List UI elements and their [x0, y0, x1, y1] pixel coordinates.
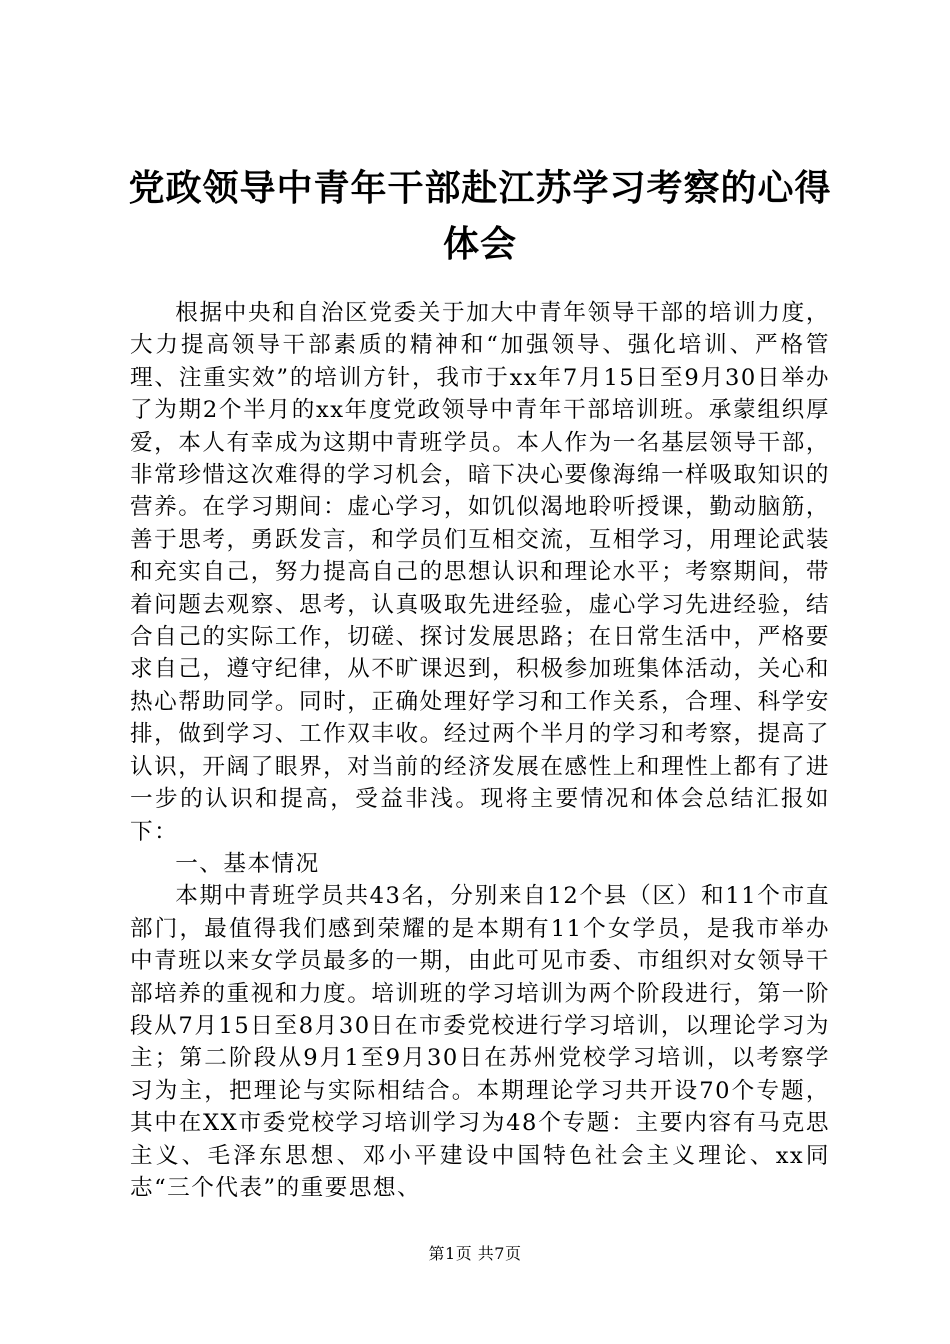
- document-title: 党政领导中青年干部赴江苏学习考察的心得体会: [128, 167, 832, 265]
- intro-paragraph: 根据中央和自治区党委关于加大中青年领导干部的培训力度，大力提高领导干部素质的精神和“加强领导、强化培训、严格管理、注重实效”的培训方针，我市于xx年7月15日至9月30日举办了为期2个半月的xx年度党政领导中青年干部培训班。承蒙组织厚爱，本人有幸成为这期中青班学员。本人作为一名基层领导干部，非常珍惜这次难得的学习机会，暗下决心要像海绵一样吸取知识的营养。在学习期间：虚心学习，如饥似渴地聆听授课，勤动脑筋，善于思考，勇跃发言，和学员们互相交流，互相学习，用理论武装和充实自己，努力提高自己的思想认识和理论水平；考察期间，带着问题去观察、思考，认真吸取先进经验，虚心学习先进经验，结合自己的实际工作，切磋、探讨发展思路；在日常生活中，严格要求自己，遵守纪律，从不旷课迟到，积极参加班集体活动，关心和热心帮助同学。同时，正确处理好学习和工作关系，合理、科学安排，做到学习、工作双丰收。经过两个半月的学习和考察，提高了认识，开阔了眼界，对当前的经济发展在感性上和理性上都有了进一步的认识和提高，受益非浅。现将主要情况和体会总结汇报如下：: [130, 300, 830, 845]
- document-body: [130, 297, 830, 1204]
- section-heading: 一、基本情况: [175, 850, 320, 877]
- page-number-footer: 第1页 共7页: [428, 1244, 522, 1263]
- basic-info-paragraph: 本期中青班学员共43名，分别来自12个县（区）和11个市直部门，最值得我们感到荣耀的是本期有11个女学员，是我市举办中青班以来女学员最多的一期，由此可见市委、市组织对女领导干部培养的重视和力度。培训班的学习培训为两个阶段进行，第一阶段从7月15日至8月30日在市委党校进行学习培训，以理论学习为主；第二阶段从9月1至9月30日在苏州党校学习培训，以考察学习为主，把理论与实际相结合。本期理论学习共开设70个专题，其中在XX市委党校学习培训学习为48个专题：主要内容有马克思主义、毛泽东思想、邓小平建设中国特色社会主义理论、xx同志“三个代表”的重要思想、: [130, 883, 830, 1201]
